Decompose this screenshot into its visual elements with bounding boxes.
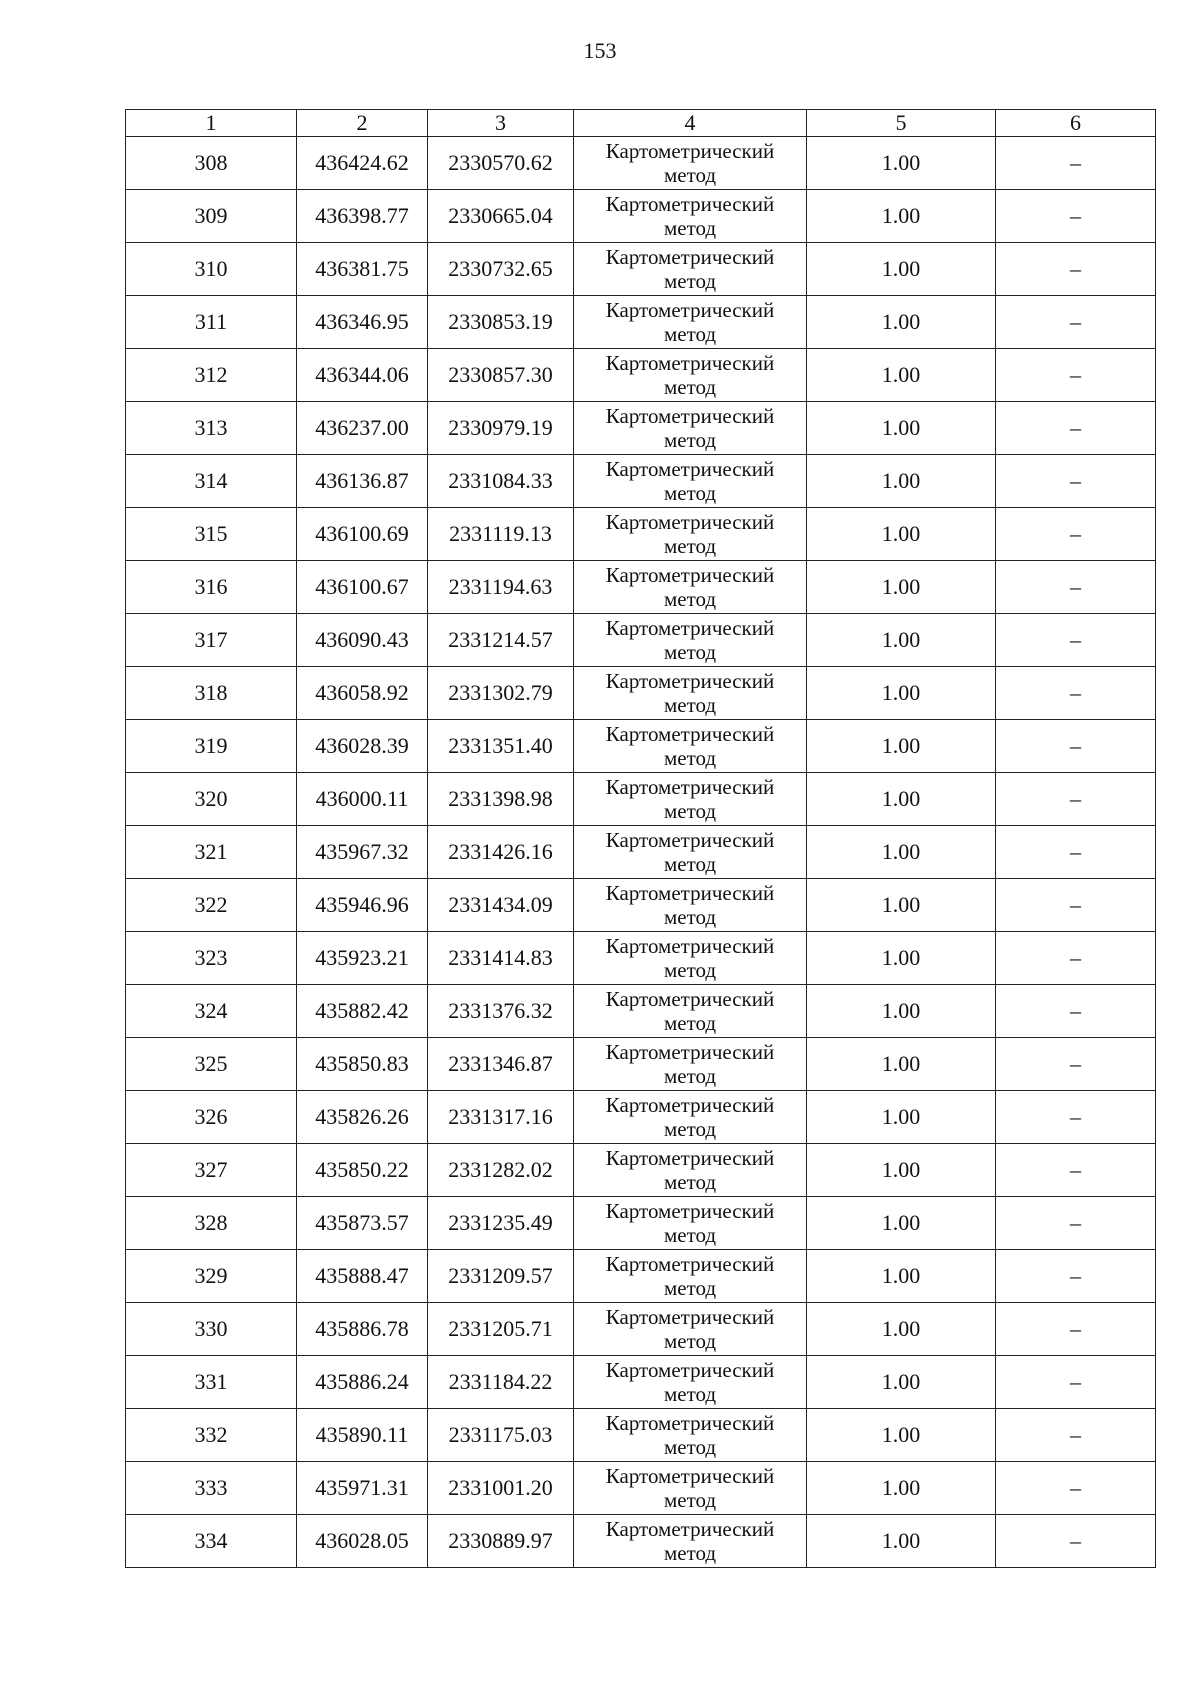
x-coordinate-cell: 436000.11: [297, 773, 428, 826]
header-col-1: 1: [126, 110, 297, 137]
accuracy-cell: 1.00: [807, 1038, 996, 1091]
method-cell: [574, 508, 807, 561]
method-line-2: метод: [663, 534, 717, 558]
method-line-1: Картометрический: [605, 510, 775, 534]
point-number-cell: 320: [126, 773, 297, 826]
point-number-cell: 329: [126, 1250, 297, 1303]
accuracy-cell: 1.00: [807, 1250, 996, 1303]
y-coordinate-cell: 2331317.16: [428, 1091, 574, 1144]
table-row: [126, 1038, 1156, 1091]
accuracy-cell: 1.00: [807, 455, 996, 508]
accuracy-cell: 1.00: [807, 349, 996, 402]
method-line-2: метод: [663, 587, 717, 611]
accuracy-cell: 1.00: [807, 1356, 996, 1409]
x-coordinate-cell: 436344.06: [297, 349, 428, 402]
point-number-cell: 317: [126, 614, 297, 667]
note-cell: –: [996, 932, 1156, 985]
method-line-2: метод: [663, 428, 717, 452]
method-cell: [574, 773, 807, 826]
note-cell: –: [996, 1144, 1156, 1197]
method-line-1: Картометрический: [605, 1252, 775, 1276]
method-line-1: Картометрический: [605, 298, 775, 322]
table-row: [126, 879, 1156, 932]
x-coordinate-cell: 435967.32: [297, 826, 428, 879]
x-coordinate-cell: 436424.62: [297, 137, 428, 190]
y-coordinate-cell: 2331398.98: [428, 773, 574, 826]
y-coordinate-cell: 2330979.19: [428, 402, 574, 455]
x-coordinate-cell: 436028.05: [297, 1515, 428, 1568]
method-line-2: метод: [663, 1329, 717, 1353]
point-number-cell: 309: [126, 190, 297, 243]
y-coordinate-cell: 2330853.19: [428, 296, 574, 349]
y-coordinate-cell: 2331209.57: [428, 1250, 574, 1303]
accuracy-cell: 1.00: [807, 190, 996, 243]
y-coordinate-cell: 2331235.49: [428, 1197, 574, 1250]
x-coordinate-cell: 436381.75: [297, 243, 428, 296]
x-coordinate-cell: 436237.00: [297, 402, 428, 455]
x-coordinate-cell: 435873.57: [297, 1197, 428, 1250]
table-row: [126, 932, 1156, 985]
method-line-2: метод: [663, 1276, 717, 1300]
method-line-2: метод: [663, 693, 717, 717]
method-cell: [574, 826, 807, 879]
point-number-cell: 308: [126, 137, 297, 190]
method-cell: [574, 190, 807, 243]
method-cell: [574, 1197, 807, 1250]
y-coordinate-cell: 2331184.22: [428, 1356, 574, 1409]
y-coordinate-cell: 2330732.65: [428, 243, 574, 296]
method-line-2: метод: [663, 1541, 717, 1565]
note-cell: –: [996, 1038, 1156, 1091]
note-cell: –: [996, 455, 1156, 508]
accuracy-cell: 1.00: [807, 879, 996, 932]
method-line-2: метод: [663, 375, 717, 399]
method-cell: [574, 1038, 807, 1091]
table-row: [126, 190, 1156, 243]
x-coordinate-cell: 436090.43: [297, 614, 428, 667]
y-coordinate-cell: 2331205.71: [428, 1303, 574, 1356]
method-cell: [574, 614, 807, 667]
method-cell: [574, 1462, 807, 1515]
method-cell: [574, 402, 807, 455]
table-row: [126, 1409, 1156, 1462]
method-cell: [574, 137, 807, 190]
method-line-2: метод: [663, 322, 717, 346]
method-line-1: Картометрический: [605, 987, 775, 1011]
table-header: [126, 110, 1156, 137]
point-number-cell: 330: [126, 1303, 297, 1356]
method-line-1: Картометрический: [605, 616, 775, 640]
method-line-1: Картометрический: [605, 245, 775, 269]
method-cell: [574, 1250, 807, 1303]
point-number-cell: 312: [126, 349, 297, 402]
method-line-2: метод: [663, 1064, 717, 1088]
method-line-1: Картометрический: [605, 934, 775, 958]
header-row: [126, 110, 1156, 137]
table-row: [126, 349, 1156, 402]
accuracy-cell: 1.00: [807, 826, 996, 879]
method-line-2: метод: [663, 269, 717, 293]
header-col-5: 5: [807, 110, 996, 137]
y-coordinate-cell: 2331175.03: [428, 1409, 574, 1462]
method-line-1: Картометрический: [605, 775, 775, 799]
note-cell: –: [996, 243, 1156, 296]
method-cell: [574, 455, 807, 508]
coordinates-table: [125, 109, 1156, 1568]
note-cell: –: [996, 614, 1156, 667]
note-cell: –: [996, 985, 1156, 1038]
accuracy-cell: 1.00: [807, 720, 996, 773]
accuracy-cell: 1.00: [807, 985, 996, 1038]
y-coordinate-cell: 2331426.16: [428, 826, 574, 879]
method-line-1: Картометрический: [605, 1199, 775, 1223]
note-cell: –: [996, 1515, 1156, 1568]
method-line-1: Картометрический: [605, 722, 775, 746]
y-coordinate-cell: 2331282.02: [428, 1144, 574, 1197]
method-line-1: Картометрический: [605, 139, 775, 163]
note-cell: –: [996, 402, 1156, 455]
note-cell: –: [996, 1091, 1156, 1144]
method-line-2: метод: [663, 640, 717, 664]
note-cell: –: [996, 826, 1156, 879]
method-line-1: Картометрический: [605, 1040, 775, 1064]
method-line-2: метод: [663, 905, 717, 929]
method-cell: [574, 1409, 807, 1462]
accuracy-cell: 1.00: [807, 296, 996, 349]
method-line-2: метод: [663, 799, 717, 823]
accuracy-cell: 1.00: [807, 137, 996, 190]
y-coordinate-cell: 2331346.87: [428, 1038, 574, 1091]
y-coordinate-cell: 2331084.33: [428, 455, 574, 508]
accuracy-cell: 1.00: [807, 1091, 996, 1144]
x-coordinate-cell: 435882.42: [297, 985, 428, 1038]
point-number-cell: 326: [126, 1091, 297, 1144]
note-cell: –: [996, 1197, 1156, 1250]
page-number: 153: [583, 38, 617, 63]
y-coordinate-cell: 2331351.40: [428, 720, 574, 773]
method-line-1: Картометрический: [605, 1305, 775, 1329]
table-row: [126, 614, 1156, 667]
y-coordinate-cell: 2331302.79: [428, 667, 574, 720]
accuracy-cell: 1.00: [807, 1462, 996, 1515]
table-body: [126, 137, 1156, 1568]
x-coordinate-cell: 435888.47: [297, 1250, 428, 1303]
method-line-1: Картометрический: [605, 563, 775, 587]
table-row: [126, 985, 1156, 1038]
point-number-cell: 334: [126, 1515, 297, 1568]
x-coordinate-cell: 436398.77: [297, 190, 428, 243]
point-number-cell: 327: [126, 1144, 297, 1197]
header-col-4: 4: [574, 110, 807, 137]
method-line-2: метод: [663, 1170, 717, 1194]
point-number-cell: 319: [126, 720, 297, 773]
x-coordinate-cell: 436058.92: [297, 667, 428, 720]
point-number-cell: 331: [126, 1356, 297, 1409]
table-row: [126, 1356, 1156, 1409]
point-number-cell: 316: [126, 561, 297, 614]
point-number-cell: 315: [126, 508, 297, 561]
y-coordinate-cell: 2331001.20: [428, 1462, 574, 1515]
method-line-1: Картометрический: [605, 828, 775, 852]
note-cell: –: [996, 773, 1156, 826]
y-coordinate-cell: 2331214.57: [428, 614, 574, 667]
method-line-2: метод: [663, 852, 717, 876]
table-row: [126, 402, 1156, 455]
y-coordinate-cell: 2330665.04: [428, 190, 574, 243]
accuracy-cell: 1.00: [807, 508, 996, 561]
method-cell: [574, 1091, 807, 1144]
method-line-1: Картометрический: [605, 1146, 775, 1170]
method-line-1: Картометрический: [605, 1517, 775, 1541]
method-line-1: Картометрический: [605, 351, 775, 375]
x-coordinate-cell: 435886.78: [297, 1303, 428, 1356]
table-row: [126, 508, 1156, 561]
table-row: [126, 720, 1156, 773]
point-number-cell: 333: [126, 1462, 297, 1515]
method-cell: [574, 985, 807, 1038]
method-cell: [574, 561, 807, 614]
method-cell: [574, 720, 807, 773]
method-line-2: метод: [663, 216, 717, 240]
point-number-cell: 325: [126, 1038, 297, 1091]
table-row: [126, 1303, 1156, 1356]
note-cell: –: [996, 561, 1156, 614]
point-number-cell: 324: [126, 985, 297, 1038]
accuracy-cell: 1.00: [807, 932, 996, 985]
point-number-cell: 323: [126, 932, 297, 985]
method-line-1: Картометрический: [605, 1358, 775, 1382]
table-row: [126, 1197, 1156, 1250]
method-line-1: Картометрический: [605, 881, 775, 905]
method-line-1: Картометрический: [605, 669, 775, 693]
point-number-cell: 314: [126, 455, 297, 508]
x-coordinate-cell: 435850.22: [297, 1144, 428, 1197]
note-cell: –: [996, 720, 1156, 773]
note-cell: –: [996, 667, 1156, 720]
note-cell: –: [996, 1250, 1156, 1303]
accuracy-cell: 1.00: [807, 614, 996, 667]
y-coordinate-cell: 2330857.30: [428, 349, 574, 402]
point-number-cell: 313: [126, 402, 297, 455]
method-cell: [574, 296, 807, 349]
method-line-1: Картометрический: [605, 457, 775, 481]
table-row: [126, 773, 1156, 826]
note-cell: –: [996, 1356, 1156, 1409]
method-line-1: Картометрический: [605, 1093, 775, 1117]
method-line-2: метод: [663, 958, 717, 982]
method-line-2: метод: [663, 1382, 717, 1406]
accuracy-cell: 1.00: [807, 1303, 996, 1356]
method-line-2: метод: [663, 1435, 717, 1459]
x-coordinate-cell: 435971.31: [297, 1462, 428, 1515]
point-number-cell: 310: [126, 243, 297, 296]
method-cell: [574, 879, 807, 932]
accuracy-cell: 1.00: [807, 243, 996, 296]
table-row: [126, 1515, 1156, 1568]
x-coordinate-cell: 435850.83: [297, 1038, 428, 1091]
accuracy-cell: 1.00: [807, 402, 996, 455]
method-cell: [574, 1515, 807, 1568]
method-cell: [574, 932, 807, 985]
y-coordinate-cell: 2331434.09: [428, 879, 574, 932]
y-coordinate-cell: 2331119.13: [428, 508, 574, 561]
note-cell: –: [996, 349, 1156, 402]
method-line-2: метод: [663, 1488, 717, 1512]
note-cell: –: [996, 1462, 1156, 1515]
x-coordinate-cell: 436100.69: [297, 508, 428, 561]
method-cell: [574, 243, 807, 296]
point-number-cell: 318: [126, 667, 297, 720]
x-coordinate-cell: 436346.95: [297, 296, 428, 349]
header-col-6: 6: [996, 110, 1156, 137]
method-cell: [574, 1144, 807, 1197]
method-line-1: Картометрический: [605, 192, 775, 216]
method-line-2: метод: [663, 1223, 717, 1247]
table-row: [126, 137, 1156, 190]
table-row: [126, 1462, 1156, 1515]
y-coordinate-cell: 2330889.97: [428, 1515, 574, 1568]
method-line-2: метод: [663, 481, 717, 505]
method-line-1: Картометрический: [605, 1411, 775, 1435]
table-row: [126, 1091, 1156, 1144]
y-coordinate-cell: 2331414.83: [428, 932, 574, 985]
method-cell: [574, 1356, 807, 1409]
x-coordinate-cell: 436028.39: [297, 720, 428, 773]
y-coordinate-cell: 2331376.32: [428, 985, 574, 1038]
x-coordinate-cell: 435923.21: [297, 932, 428, 985]
x-coordinate-cell: 435826.26: [297, 1091, 428, 1144]
x-coordinate-cell: 435890.11: [297, 1409, 428, 1462]
accuracy-cell: 1.00: [807, 667, 996, 720]
table-row: [126, 1250, 1156, 1303]
table-row: [126, 243, 1156, 296]
header-col-3: 3: [428, 110, 574, 137]
method-line-1: Картометрический: [605, 404, 775, 428]
table-row: [126, 1144, 1156, 1197]
point-number-cell: 322: [126, 879, 297, 932]
method-line-2: метод: [663, 1117, 717, 1141]
method-line-1: Картометрический: [605, 1464, 775, 1488]
table-row: [126, 296, 1156, 349]
table-row: [126, 561, 1156, 614]
y-coordinate-cell: 2330570.62: [428, 137, 574, 190]
point-number-cell: 321: [126, 826, 297, 879]
note-cell: –: [996, 137, 1156, 190]
point-number-cell: 311: [126, 296, 297, 349]
accuracy-cell: 1.00: [807, 1515, 996, 1568]
note-cell: –: [996, 296, 1156, 349]
accuracy-cell: 1.00: [807, 1409, 996, 1462]
note-cell: –: [996, 1303, 1156, 1356]
note-cell: –: [996, 879, 1156, 932]
accuracy-cell: 1.00: [807, 1197, 996, 1250]
point-number-cell: 328: [126, 1197, 297, 1250]
accuracy-cell: 1.00: [807, 773, 996, 826]
table-row: [126, 455, 1156, 508]
method-line-2: метод: [663, 746, 717, 770]
x-coordinate-cell: 436136.87: [297, 455, 428, 508]
x-coordinate-cell: 435946.96: [297, 879, 428, 932]
table-row: [126, 826, 1156, 879]
y-coordinate-cell: 2331194.63: [428, 561, 574, 614]
point-number-cell: 332: [126, 1409, 297, 1462]
note-cell: –: [996, 508, 1156, 561]
method-cell: [574, 667, 807, 720]
table-row: [126, 667, 1156, 720]
x-coordinate-cell: 436100.67: [297, 561, 428, 614]
method-cell: [574, 1303, 807, 1356]
method-line-2: метод: [663, 163, 717, 187]
method-line-2: метод: [663, 1011, 717, 1035]
accuracy-cell: 1.00: [807, 561, 996, 614]
note-cell: –: [996, 190, 1156, 243]
accuracy-cell: 1.00: [807, 1144, 996, 1197]
note-cell: –: [996, 1409, 1156, 1462]
x-coordinate-cell: 435886.24: [297, 1356, 428, 1409]
header-col-2: 2: [297, 110, 428, 137]
method-cell: [574, 349, 807, 402]
